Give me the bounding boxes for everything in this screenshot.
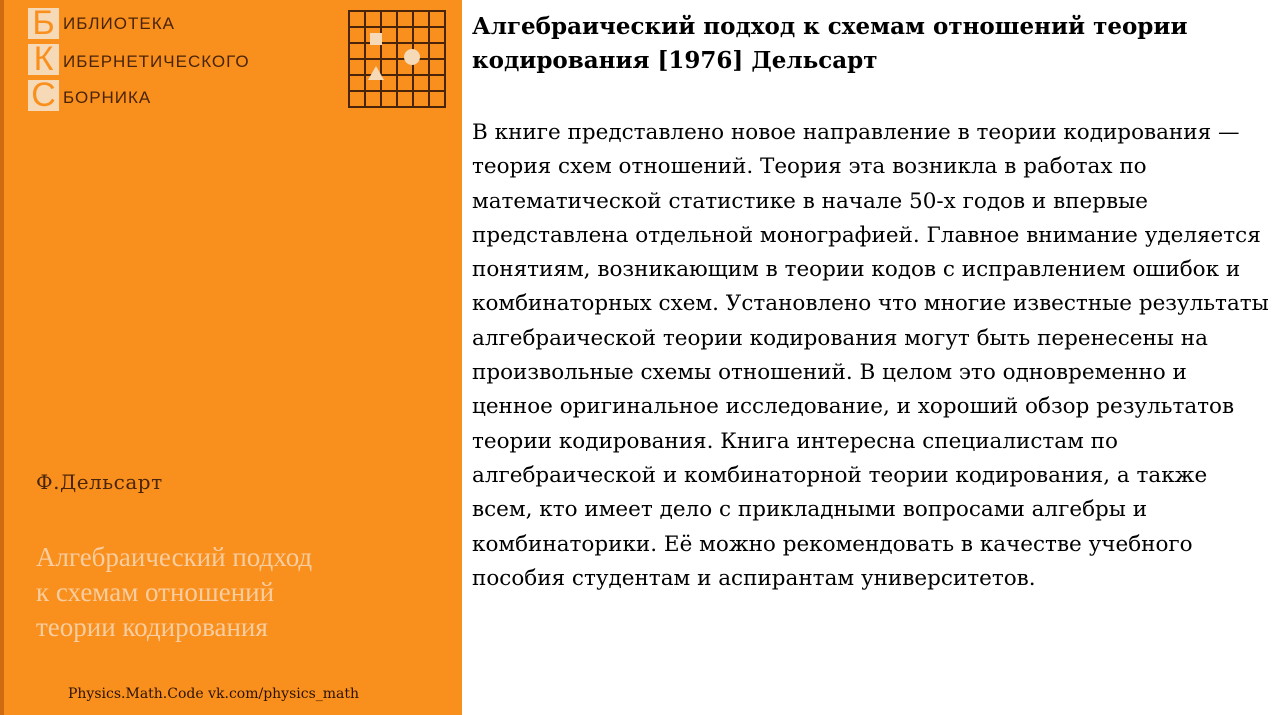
series-letter-b: Б: [28, 8, 59, 39]
series-letter-s: С: [28, 80, 59, 111]
cover-author: Ф.Дельсарт: [36, 470, 163, 494]
post-description: В книге представлено новое направление в теории кодирования — теория схем отношений. Теория эта возникла в работах по математической статистике в начале 50-х годов и впервые представлена отдельной монографией. Главное внимание уделяется понятиям, возникающим в теории кодов с исправлением ошибок и комбинаторных схем. Установлено что многие известные результаты алгебраической теории кодирования могут быть перенесены на произвольные схемы отношений. В целом это одновременно и ценное оригинальное исследование, и хороший обзор результатов теории кодирования. Книга интересна специалистам по алгебраической и комбинаторной теории кодирования, а также всем, кто имеет дело с прикладными вопросами алгебры и комбинаторики. Её можно рекомендовать в качестве учебного пособия студентам и аспирантам университетов.: [472, 120, 1269, 591]
series-word-kiberneticheskogo: ИБЕРНЕТИЧЕСКОГО: [63, 52, 250, 71]
series-word-biblioteka: ИБЛИОТЕКА: [63, 14, 175, 33]
book-cover: [0, 0, 462, 715]
cover-edge: [0, 0, 4, 715]
series-letter-k: К: [28, 44, 59, 75]
logo-square-icon: [370, 33, 382, 45]
logo-triangle-icon: [368, 66, 384, 80]
logo-circle-icon: [404, 49, 420, 65]
post-heading: Алгебраический подход к схемам отношений теории кодирования [1976] Дельсарт: [472, 13, 1188, 74]
watermark: Physics.Math.Code vk.com/physics_math: [68, 686, 360, 702]
series-grid-logo-icon: [348, 10, 446, 108]
series-word-sbornika: БОРНИКА: [63, 88, 152, 107]
cover-title: Алгебраический подход к схемам отношений теории кодирования: [36, 542, 313, 642]
